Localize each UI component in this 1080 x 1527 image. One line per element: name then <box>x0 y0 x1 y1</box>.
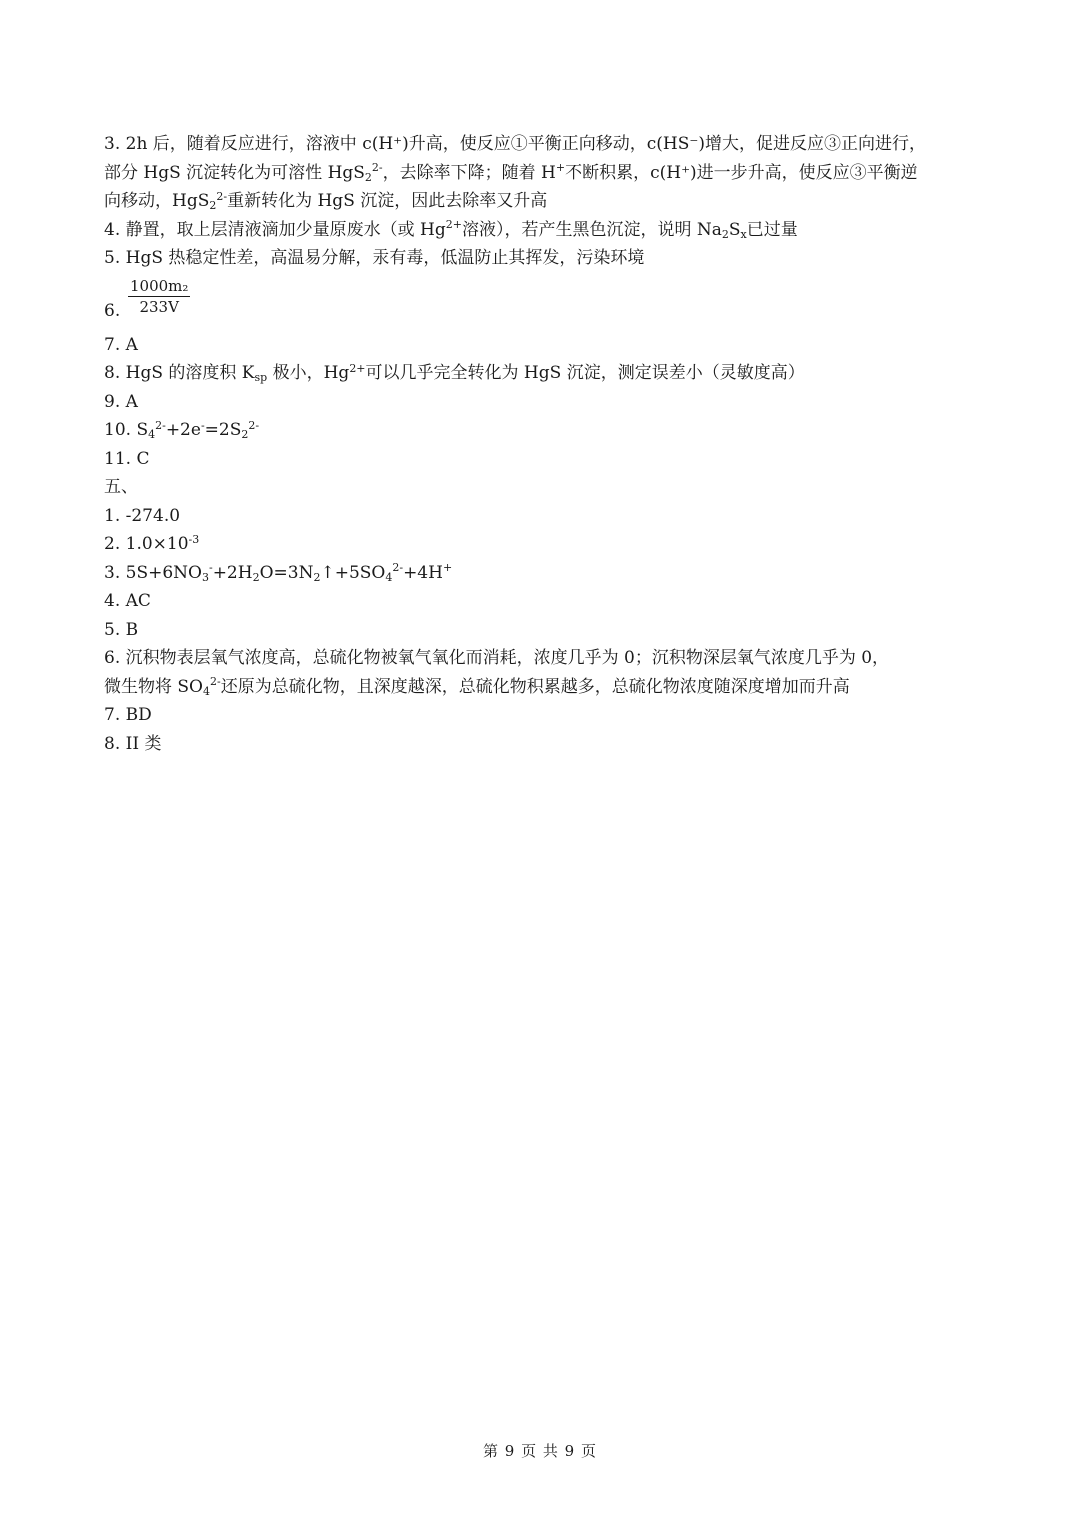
answer-4-10 <box>104 416 984 445</box>
subscript: 2 <box>364 170 372 184</box>
text: =2S <box>204 420 242 440</box>
text: 4. 静置，取上层清液滴加少量原废水（或 Hg <box>104 219 446 240</box>
text: 不断积累，c(H⁺)进一步升高，使反应③平衡逆 <box>565 162 918 183</box>
text: +2H <box>212 562 253 583</box>
answer-4-3-line-2 <box>104 159 984 188</box>
text: 还原为总硫化物，且深度越深，总硫化物积累越多，总硫化物浓度随深度增加而升高 <box>220 676 850 697</box>
text: 3. 5S+6NO <box>104 562 202 583</box>
denominator: 233V <box>139 297 179 316</box>
text: 微生物将 SO <box>104 676 203 697</box>
answer-5-7 <box>104 701 984 730</box>
subscript: x <box>740 227 747 241</box>
text: 9. A <box>104 391 138 412</box>
subscript: 3 <box>201 570 209 584</box>
answer-4-9 <box>104 388 984 417</box>
subscript: 2 <box>252 570 260 584</box>
superscript: - <box>200 418 205 432</box>
superscript: - <box>208 561 213 575</box>
superscript: -3 <box>188 532 200 546</box>
text: 可以几乎完全转化为 HgS 沉淀，测定误差小（灵敏度高） <box>365 363 805 383</box>
answer-4-3-line-3 <box>104 187 984 216</box>
answer-5-4 <box>104 587 984 616</box>
text: 1. -274.0 <box>104 505 181 526</box>
subscript: sp <box>254 371 268 385</box>
answer-4-11 <box>104 445 984 474</box>
text: 11. C <box>104 448 150 469</box>
superscript: 2- <box>248 418 260 432</box>
answer-4-5 <box>104 244 984 273</box>
answer-5-5 <box>104 616 984 645</box>
text: ↑+5SO <box>320 562 386 583</box>
text: +2e <box>165 420 201 440</box>
text: 极小，Hg <box>267 363 350 383</box>
answer-content <box>104 130 984 758</box>
numerator: 1000m₂ <box>130 276 189 295</box>
superscript: + <box>442 561 453 575</box>
answer-5-8 <box>104 730 984 759</box>
answer-4-6 <box>104 277 984 325</box>
answer-4-3-line-1 <box>104 130 984 159</box>
superscript: 2- <box>155 418 166 432</box>
subscript: 2 <box>721 227 729 241</box>
subscript: 4 <box>385 570 393 584</box>
text: 重新转化为 HgS 沉淀，因此去除率又升高 <box>227 191 548 211</box>
text: 7. A <box>104 334 138 355</box>
fraction <box>128 277 190 316</box>
answer-4-7 <box>104 331 984 360</box>
text: 8. II 类 <box>104 733 162 754</box>
subscript: 2 <box>209 199 217 213</box>
subscript: 2 <box>241 428 249 442</box>
text: 5. B <box>104 619 139 640</box>
text: 10. S <box>104 420 149 440</box>
subscript: 4 <box>148 428 156 442</box>
page-footer: 第 9 页 共 9 页 <box>483 1442 597 1460</box>
text: +4H <box>403 562 443 583</box>
superscript: 2+ <box>349 361 366 375</box>
superscript: 2- <box>392 561 404 575</box>
text: 向移动，HgS <box>104 191 210 211</box>
text: ，去除率下降；随着 H <box>382 162 556 183</box>
text: 6. 沉积物表层氧气浓度高，总硫化物被氧气氧化而消耗，浓度几乎为 0；沉积物深层氧气浓度几乎为 0， <box>104 648 890 668</box>
superscript: 2- <box>210 675 221 689</box>
superscript: 2+ <box>445 218 462 232</box>
answer-5-2 <box>104 530 984 559</box>
subscript: 2 <box>313 570 321 584</box>
answer-5-6-line-2 <box>104 673 984 702</box>
answer-4-8 <box>104 359 984 388</box>
text: 4. AC <box>104 591 151 611</box>
text: 3. 2h 后，随着反应进行，溶液中 c(H⁺)升高，使反应①平衡正向移动，c(HS⁻)增大，促进反应③正向进行， <box>104 134 927 154</box>
question-number: 6. <box>104 300 121 321</box>
text: 7. BD <box>104 705 152 725</box>
superscript: + <box>555 161 566 175</box>
answer-4-4: 4. 静置，取上层清液滴加少量原废水（或 $Hg^{2+}$溶液），若产生黑色沉淀，说明 $Na_2S_x$已过量 <box>104 218 798 241</box>
text: O=3N <box>259 562 314 583</box>
text: 8. HgS 的溶度积 K <box>104 363 255 383</box>
subscript: 4 <box>203 684 210 698</box>
answer-5-1 <box>104 502 984 531</box>
section-title: 五、 <box>104 477 138 497</box>
text: 5. HgS 热稳定性差，高温易分解，汞有毒，低温防止其挥发，污染环境 <box>104 248 645 268</box>
answer-5-3 <box>104 559 984 588</box>
section-5-heading <box>104 473 984 502</box>
text: 部分 HgS 沉淀转化为可溶性 HgS <box>104 162 365 183</box>
text: 已过量 <box>746 219 798 240</box>
text: 溶液），若产生黑色沉淀，说明 Na <box>461 219 722 240</box>
text: 2. 1.0×10 <box>104 534 189 554</box>
superscript: 2- <box>216 189 228 203</box>
superscript: 2- <box>371 161 383 175</box>
answer-5-6-line-1 <box>104 644 984 673</box>
